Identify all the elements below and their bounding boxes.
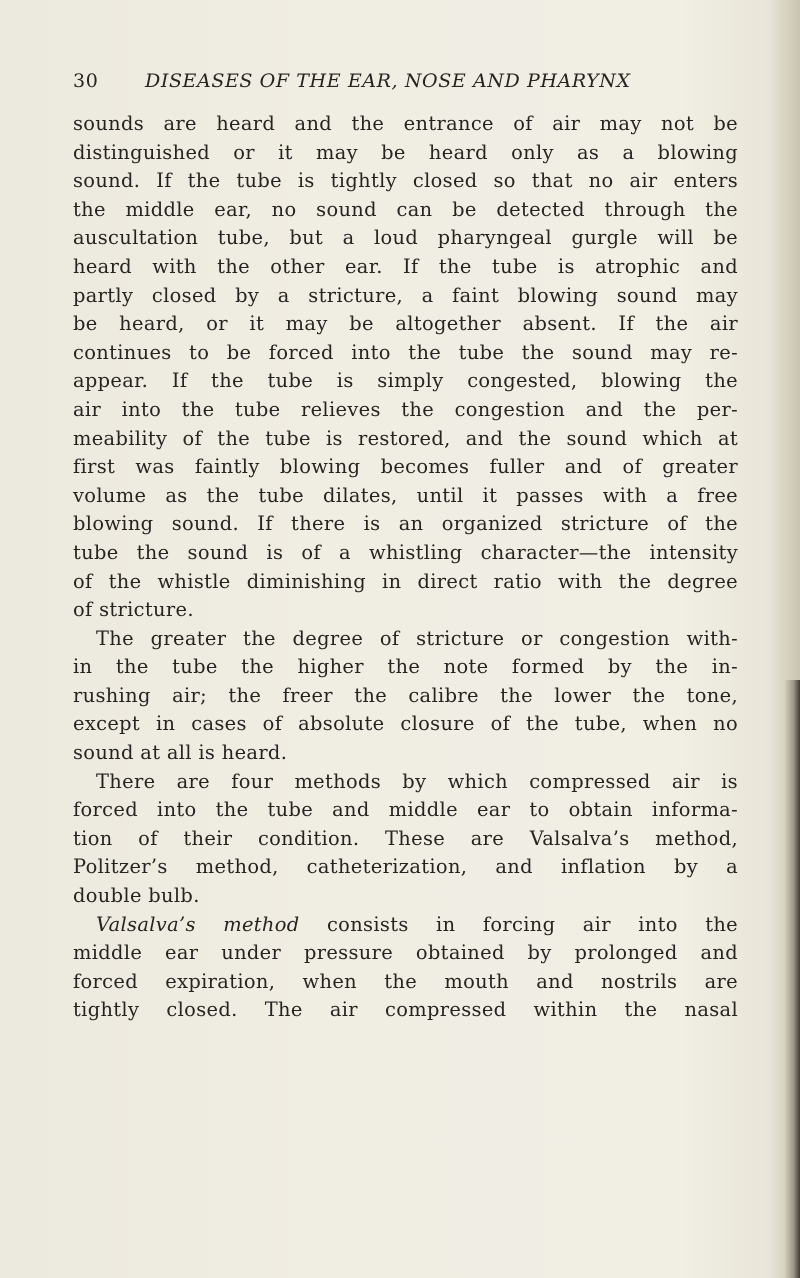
text-line: middle ear under pressure obtained by prolonged and: [73, 941, 738, 965]
text-line: of the whistle diminishing in direct ratio with the degree: [73, 569, 738, 593]
text-line: meability of the tube is restored, and the sound which at: [73, 426, 738, 450]
text-line: except in cases of absolute closure of the tube, when no: [73, 712, 738, 736]
text-line: auscultation tube, but a loud pharyngeal gurgle will be: [73, 226, 738, 250]
text-line: rushing air; the freer the calibre the lower the tone,: [73, 683, 738, 707]
text-line: air into the tube relieves the congestion and the per-: [73, 397, 738, 421]
text-line: forced into the tube and middle ear to obtain informa-: [73, 798, 738, 822]
italic-term: Valsalva’s method: [96, 912, 300, 936]
text-line: double bulb.: [73, 884, 200, 908]
text-line: forced expiration, when the mouth and nostrils are: [73, 969, 738, 993]
text-line: tightly closed. The air compressed within the nasal: [73, 998, 738, 1022]
text-line-rest: consists in forcing air into the: [326, 912, 739, 936]
text-line: appear. If the tube is simply congested, blowing the: [73, 369, 738, 393]
text-line: heard with the other ear. If the tube is atrophic and: [73, 254, 738, 278]
text-line: sound at all is heard.: [73, 741, 288, 765]
text-line: Politzer’s method, catheterization, and inflation by a: [73, 855, 738, 879]
text-line: the middle ear, no sound can be detected through the: [73, 197, 738, 221]
text-line-with-italic-lead: [73, 911, 738, 940]
text-line: distinguished or it may be heard only as a blowing: [73, 140, 738, 164]
running-head: [73, 70, 673, 98]
running-head-title: DISEASES OF THE EAR, NOSE AND PHARYNX: [145, 70, 631, 92]
text-line: partly closed by a stricture, a faint blowing sound may: [73, 283, 738, 307]
body-text: [73, 110, 738, 1250]
text-line: sounds are heard and the entrance of air may not be: [73, 112, 738, 135]
text-line: The greater the degree of stricture or congestion with-: [96, 626, 738, 650]
text-line: in the tube the higher the note formed by the in-: [73, 655, 738, 679]
text-line: sound. If the tube is tightly closed so that no air enters: [73, 169, 738, 193]
text-line: There are four methods by which compressed air is: [96, 769, 738, 793]
text-line: of stricture.: [73, 598, 194, 622]
page-number: 30: [73, 70, 99, 92]
text-line: blowing sound. If there is an organized stricture of the: [73, 512, 738, 536]
text-line: continues to be forced into the tube the sound may re-: [73, 340, 738, 364]
text-line: first was faintly blowing becomes fuller and of greater: [73, 455, 738, 479]
text-line: tion of their condition. These are Valsalva’s method,: [73, 826, 738, 850]
text-line: volume as the tube dilates, until it passes with a free: [73, 483, 738, 507]
text-line: be heard, or it may be altogether absent. If the air: [73, 312, 738, 336]
text-line: tube the sound is of a whistling character—the intensity: [73, 540, 738, 564]
page-edge-shadow: [784, 680, 800, 1278]
